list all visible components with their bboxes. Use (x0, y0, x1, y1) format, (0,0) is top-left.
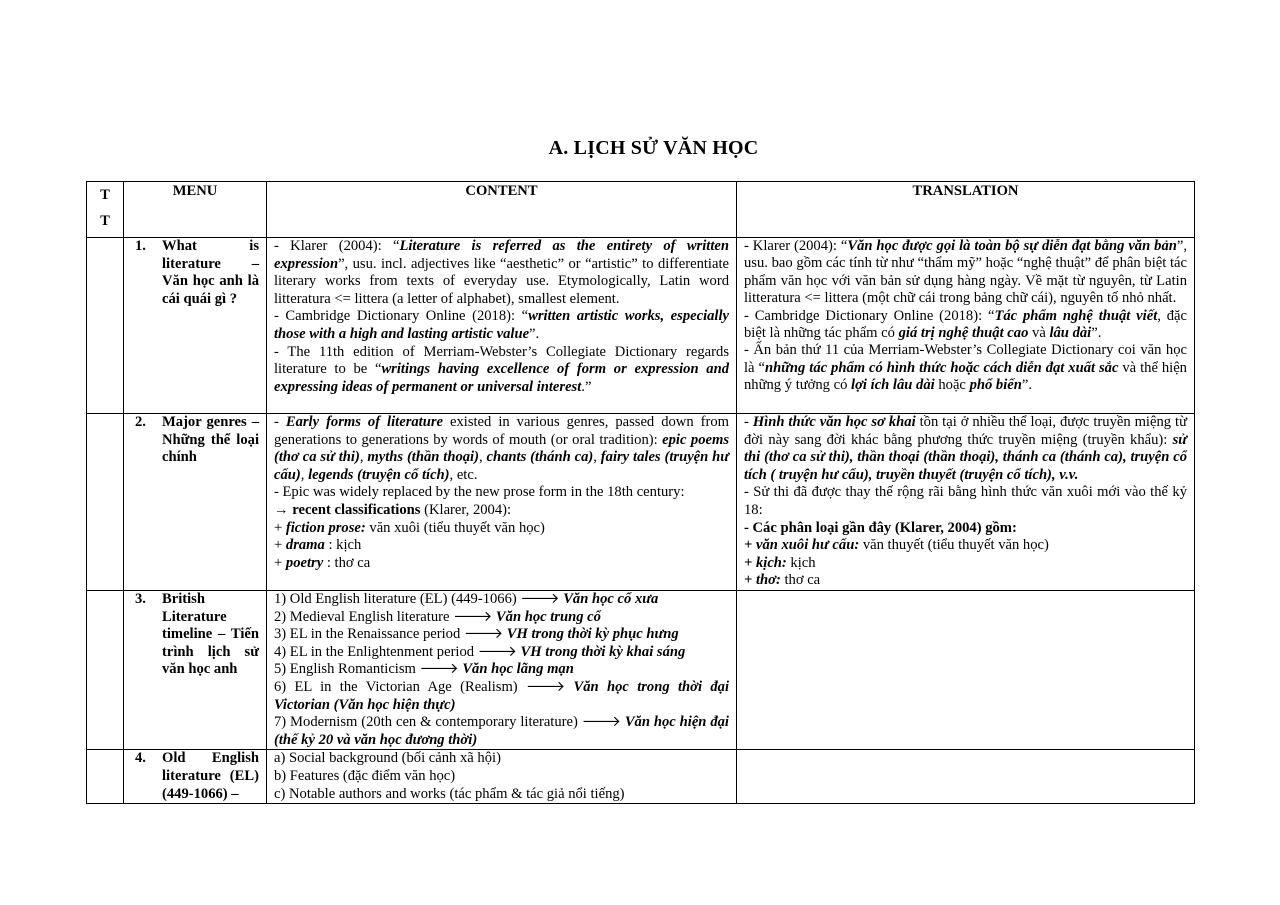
text-segment: 2) Medieval English literature (274, 608, 454, 625)
content-cell (267, 750, 737, 804)
table-row (87, 238, 1195, 414)
header-content: CONTENT (267, 182, 737, 238)
content-paragraph (274, 238, 729, 308)
text-segment: văn xuôi (tiểu thuyết văn học) (365, 519, 545, 536)
text-segment: ”. (1091, 325, 1102, 342)
menu-label: British Literature timeline – Tiến trình lịch sử văn học anh (162, 591, 259, 678)
text-emphasis: chants (thánh ca) (486, 449, 594, 466)
text-segment: - The 11th edition of Merriam-Webster’s Collegiate Dictionary regards literature to be “ (274, 343, 729, 378)
translation-paragraph (744, 414, 1187, 484)
text-emphasis: myths (thần thoại) (367, 449, 479, 466)
tt-cell (87, 238, 124, 414)
text-segment: - Cambridge Dictionary Online (2018): “ (744, 307, 995, 324)
text-segment: .” (581, 378, 592, 395)
text-emphasis: Literature is referred as the entirety of written expression (274, 238, 729, 272)
text-segment: ”. (1021, 377, 1033, 394)
translation-paragraph (744, 537, 1187, 555)
page-title: A. LỊCH SỬ VĂN HỌC (548, 137, 759, 159)
arrow-right-icon: 🡒 (419, 661, 459, 678)
text-emphasis: Hình thức văn học sơ khai (752, 414, 916, 430)
row-number: 2. (135, 414, 146, 430)
translation-paragraph: - Các phân loại gần đây (Klarer, 2004) gồm: (744, 519, 1017, 536)
translation-paragraph (744, 238, 1187, 308)
arrow-right-icon: 🡒 (453, 608, 493, 625)
timeline-item (274, 609, 729, 627)
text-segment: - Ấn bản thứ 11 của Merriam-Webster’s Collegiate Dictionary coi văn học là “ (744, 342, 1187, 376)
content-cell (267, 591, 737, 750)
header-row (87, 182, 1195, 238)
row-number: 3. (135, 591, 146, 607)
text-emphasis: lợi ích lâu dài (851, 377, 935, 394)
content-cell (267, 238, 737, 414)
timeline-item (274, 661, 729, 679)
menu-cell (124, 238, 267, 414)
content-paragraph (274, 555, 729, 573)
text-segment: - Klarer (2004): “ (274, 238, 400, 254)
text-segment: 5) English Romanticism (274, 661, 420, 678)
text-emphasis: Early forms of literature (285, 414, 444, 430)
menu-label: Major genres – Những thể loại chính (162, 414, 259, 466)
text-emphasis: giá trị nghệ thuật cao (898, 325, 1029, 342)
text-emphasis: Văn học lãng mạn (462, 661, 574, 678)
text-segment: + (274, 554, 286, 571)
content-paragraph (274, 308, 729, 343)
text-segment: hoặc (934, 377, 970, 394)
content-paragraph: - Epic was widely replaced by the new prose form in the 18th century: (274, 484, 685, 501)
header-tt-label: T T (100, 187, 110, 229)
text-emphasis: lâu dài (1049, 325, 1092, 342)
translation-cell (737, 414, 1195, 591)
text-emphasis: Văn học cổ xưa (563, 591, 659, 607)
translation-paragraph (744, 342, 1187, 394)
text-segment: - Cambridge Dictionary Online (2018): “ (274, 308, 529, 325)
text-segment: ”. (529, 325, 540, 342)
translation-cell (737, 750, 1195, 804)
menu-label: What is literature – Văn học anh là cái quái gì ? (162, 238, 259, 307)
text-emphasis: legends (truyện cổ tích) (308, 466, 450, 483)
menu-label: Old English literature (EL) (449-1066) – (162, 750, 259, 802)
text-segment: , (359, 449, 368, 466)
text-emphasis: writings having excellence of form or expression and expressing ideas of permanent or universal interest (274, 361, 729, 395)
header-translation: TRANSLATION (737, 182, 1195, 238)
list-item: a) Social background (bối cảnh xã hội) (274, 750, 501, 767)
menu-cell (124, 414, 267, 591)
text-segment: - (274, 414, 286, 430)
text-emphasis: Văn học trong thời đại Victorian (Văn học hiện thực) (274, 678, 730, 713)
text-segment: , etc. (449, 466, 478, 483)
translation-cell (737, 591, 1195, 750)
text-emphasis: epic poems (thơ ca sử thi) (274, 431, 729, 466)
content-paragraph (274, 520, 729, 538)
text-segment: 6) EL in the Victorian Age (Realism) (274, 678, 526, 695)
translation-paragraph (744, 308, 1187, 343)
tt-cell (87, 414, 124, 591)
text-emphasis: recent classifications (292, 501, 421, 518)
content-paragraph (274, 414, 729, 484)
text-emphasis: VH trong thời kỳ phục hưng (506, 626, 679, 643)
text-segment: , đặc biệt là những tác phẩm có (744, 307, 1188, 342)
text-segment: → (274, 501, 293, 518)
text-emphasis: Tác phẩm nghệ thuật viết (994, 307, 1158, 324)
text-segment: - Klarer (2004): “ (744, 238, 848, 254)
text-segment: + (274, 519, 286, 536)
text-emphasis: written artistic works, especially those with a high and lasting artistic value (274, 308, 730, 342)
text-emphasis: những tác phẩm có hình thức hoặc cách diễn đạt xuất sắc (764, 359, 1119, 376)
text-emphasis: + thơ: (744, 572, 781, 589)
text-segment: và thể hiện những ý tưởng có (744, 359, 1187, 394)
text-segment: văn thuyết (tiểu thuyết văn học) (859, 537, 1049, 554)
text-emphasis: fiction prose: (285, 519, 366, 536)
timeline-item (274, 626, 729, 644)
row-number: 1. (135, 238, 146, 254)
arrow-right-icon: 🡒 (520, 591, 560, 607)
text-segment: 3) EL in the Renaissance period (274, 626, 464, 643)
row-number: 4. (135, 750, 146, 767)
table-row (87, 591, 1195, 750)
arrow-right-icon: 🡒 (526, 678, 566, 695)
header-tt (87, 182, 124, 238)
arrow-right-icon: 🡒 (463, 626, 504, 643)
text-emphasis: VH trong thời kỳ khai sáng (520, 643, 686, 660)
text-segment: (Klarer, 2004): (420, 501, 512, 518)
text-segment: kịch (786, 554, 816, 571)
tt-cell (87, 750, 124, 804)
menu-cell (124, 591, 267, 750)
arrow-right-icon: 🡒 (477, 643, 517, 660)
text-emphasis: Văn học trung cổ (495, 608, 601, 625)
text-segment: tồn tại ở nhiều thể loại, được truyền miệng từ đời này sang đời khác bằng phương thức truyền miệng (truyền khẩu): (744, 414, 1187, 448)
text-emphasis: Văn học được gọi là toàn bộ sự diễn đạt bằng văn bản (847, 238, 1177, 254)
text-emphasis: drama (285, 537, 325, 554)
text-emphasis: + văn xuôi hư cấu: (744, 537, 860, 554)
text-segment: 7) Modernism (20th cen & contemporary literature) (274, 714, 582, 731)
table-row (87, 750, 1195, 804)
text-segment: ”, usu. incl. adjectives like “aesthetic” or “artistic” to differentiate literary works from texts of everyday use. Etymologically, Latin word litteratura <= littera (a letter of alphabet), smallest element. (274, 255, 729, 307)
text-segment: : thơ ca (323, 554, 371, 571)
header-menu: MENU (124, 182, 267, 238)
content-cell (267, 414, 737, 591)
text-emphasis: sử thi (thơ ca sử thi), thần thoại (thần thoại), thánh ca (thánh ca), truyện cổ tích ( truyện hư cấu), truyền thuyết (truyện cổ tích), v.v. (744, 431, 1187, 483)
literature-table (86, 181, 1195, 804)
text-segment: và (1028, 325, 1050, 342)
table-row (87, 414, 1195, 591)
list-item: b) Features (đặc điểm văn học) (274, 767, 456, 784)
text-segment: ”, usu. bao gồm các tính từ như “thẩm mỹ” hoặc “nghệ thuật” để phân biệt tác phẩm văn học với văn bản sử dụng hàng ngày. Về mặt từ nguyên, từ Latin litteratura <= littera (một chữ cái trong bảng chữ cái), nguyên tố nhỏ nhất. (744, 238, 1188, 307)
text-emphasis: + kịch: (744, 554, 787, 571)
text-segment: 4) EL in the Enlightenment period (274, 643, 478, 660)
arrow-right-icon: 🡒 (581, 714, 621, 731)
content-paragraph (274, 537, 729, 555)
timeline-item (274, 679, 729, 714)
text-segment: existed in various genres, passed down from generations to generations by words of mouth (or oral tradition): (274, 414, 729, 448)
text-emphasis: Văn học hiện đại (thế kỷ 20 và văn học đương thời) (274, 714, 729, 748)
text-segment: thơ ca (780, 572, 821, 589)
tt-cell (87, 591, 124, 750)
timeline-item (274, 714, 729, 749)
text-segment: - (744, 414, 753, 430)
text-segment: 1) Old English literature (EL) (449-1066) (274, 591, 521, 607)
menu-cell (124, 750, 267, 804)
translation-paragraph (744, 572, 1187, 590)
content-paragraph (274, 344, 729, 397)
timeline-item (274, 591, 729, 609)
text-segment: , (593, 449, 601, 466)
text-emphasis: phổ biến (969, 377, 1022, 394)
content-paragraph (274, 502, 729, 520)
text-emphasis: fairy tales (truyện hư cấu) (274, 449, 730, 483)
translation-paragraph: - Sử thi đã được thay thế rộng rãi bằng hình thức văn xuôi mới vào thế kỷ 18: (744, 484, 1187, 518)
timeline-item (274, 644, 729, 662)
translation-paragraph (744, 555, 1187, 573)
text-emphasis: poetry (285, 554, 324, 571)
text-segment: + (274, 537, 286, 554)
translation-cell (737, 238, 1195, 414)
text-segment: , (478, 449, 487, 466)
text-segment: : kịch (324, 537, 362, 554)
list-item: c) Notable authors and works (tác phẩm & tác giả nổi tiếng) (274, 785, 625, 802)
text-segment: , (300, 466, 309, 483)
